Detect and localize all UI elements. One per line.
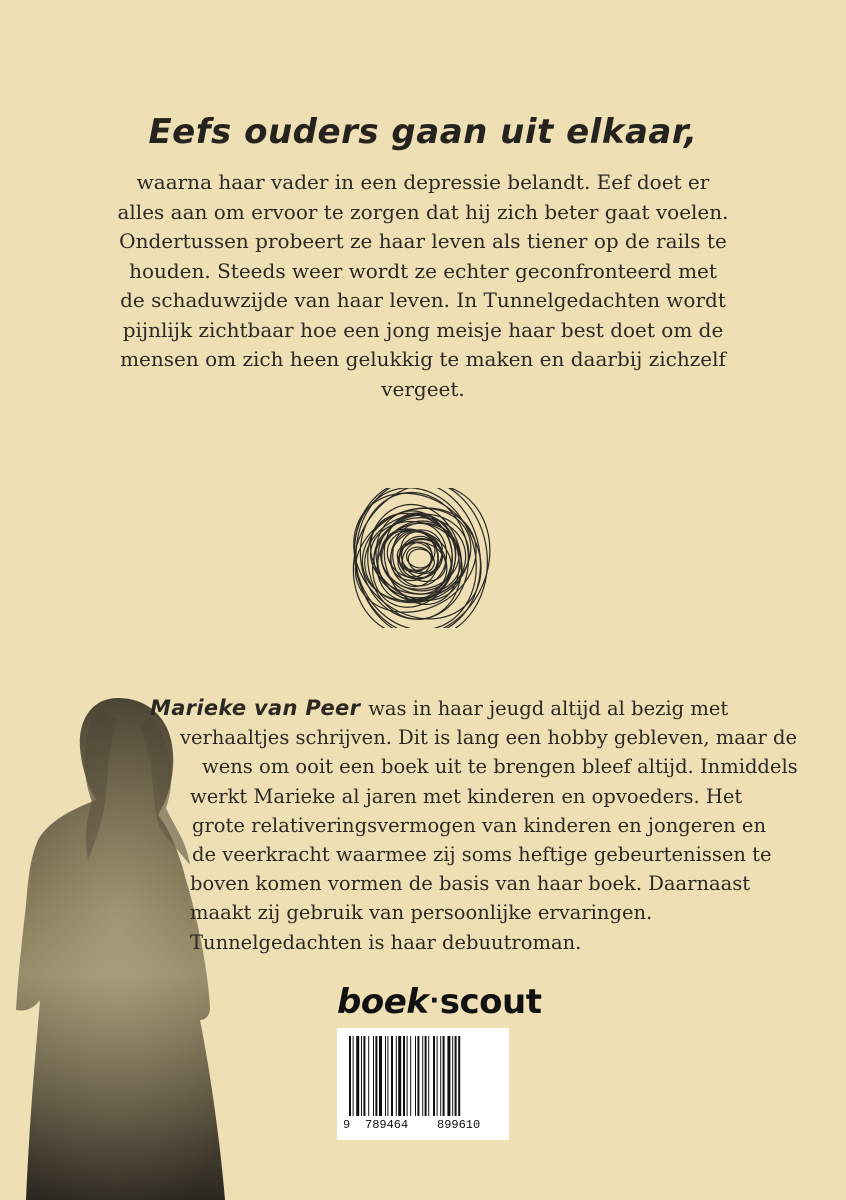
- publisher-logo-part1: boek: [337, 982, 429, 1022]
- bio-line: wens om ooit een boek uit te brengen bleef altijd. Inmiddels: [202, 755, 798, 779]
- barcode-bar: [440, 1036, 441, 1116]
- bio-first-line: [150, 694, 770, 723]
- blurb-line: pijnlijk zichtbaar hoe een jong meisje haar best doet om de: [122, 317, 724, 342]
- barcode-bar: [373, 1036, 374, 1116]
- barcode-bar: [379, 1036, 382, 1116]
- publisher-logo-dot: ·: [429, 986, 439, 1016]
- bio-line: Tunnelgedachten is haar debuutroman.: [190, 930, 582, 954]
- barcode-bar: [353, 1036, 354, 1116]
- barcode-bar: [349, 1036, 351, 1116]
- scribble-illustration: [335, 488, 501, 628]
- bio-line: werkt Marieke al jaren met kinderen en opvoeders. Het: [190, 784, 743, 808]
- blurb-line: de schaduwzijde van haar leven. In Tunnelgedachten wordt: [120, 288, 726, 312]
- barcode-bar: [356, 1036, 359, 1116]
- blurb-line: vergeet.: [381, 376, 465, 401]
- publisher-logo: [337, 982, 542, 1022]
- barcode-bar: [368, 1036, 369, 1116]
- bio-line: maakt zij gebruik van persoonlijke ervaringen.: [190, 901, 653, 925]
- barcode-bar: [425, 1036, 427, 1116]
- barcode-bar: [458, 1036, 460, 1116]
- author-bio: [150, 694, 798, 957]
- bio-line: de veerkracht waarmee zij soms heftige gebeurtenissen te: [192, 843, 772, 867]
- blurb-line: alles aan om ervoor te zorgen dat hij zich beter gaat voelen.: [117, 199, 729, 224]
- blurb-line: mensen om zich heen gelukkig te maken en daarbij zichzelf: [120, 347, 726, 371]
- publisher-logo-part2: scout: [439, 982, 542, 1022]
- blurb-line: waarna haar vader in een depressie belandt. Eef doet er: [136, 170, 710, 194]
- barcode-bar: [455, 1036, 457, 1116]
- barcode-bar: [433, 1036, 435, 1116]
- barcode-bar: [437, 1036, 438, 1116]
- barcode-bar: [443, 1036, 445, 1116]
- barcode-bar: [428, 1036, 429, 1116]
- barcode-bar: [361, 1036, 362, 1116]
- barcode-bar: [410, 1036, 411, 1116]
- barcode-bar: [387, 1036, 388, 1116]
- barcode-group-2: 899610: [437, 1118, 481, 1132]
- blurb-line: houden. Steeds weer wordt ze echter geconfronteerd met: [129, 258, 717, 283]
- barcode-bar: [391, 1036, 393, 1116]
- bio-line: was in haar jeugd altijd al bezig met: [368, 697, 729, 720]
- barcode-bar: [385, 1036, 386, 1116]
- barcode-bar: [422, 1036, 423, 1116]
- blurb-line: Ondertussen probeert ze haar leven als tiener op de rails te: [119, 229, 727, 253]
- blurb: [110, 168, 736, 404]
- barcode-group-1: 789464: [365, 1118, 409, 1132]
- bio-line: verhaaltjes schrijven. Dit is lang een hobby gebleven, maar de: [180, 726, 798, 750]
- barcode-bar: [398, 1036, 401, 1116]
- headline: Eefs ouders gaan uit elkaar,: [148, 112, 698, 152]
- bio-line: boven komen vormen de basis van haar boek. Daarnaast: [190, 872, 751, 896]
- barcode-bar: [403, 1036, 405, 1116]
- barcode-lead-digit: 9: [343, 1118, 351, 1132]
- barcode-bars: [337, 1028, 509, 1140]
- barcode-bar: [415, 1036, 416, 1116]
- barcode-bar: [447, 1036, 450, 1116]
- barcode-bar: [407, 1036, 408, 1116]
- barcode-bar: [363, 1036, 365, 1116]
- author-name: Marieke van Peer: [150, 696, 361, 720]
- barcode-bar: [396, 1036, 397, 1116]
- isbn-barcode: [337, 1028, 509, 1140]
- barcode-bar: [417, 1036, 419, 1116]
- bio-line: grote relativeringsvermogen van kinderen en jongeren en: [192, 813, 767, 837]
- barcode-bar: [452, 1036, 453, 1116]
- barcode-bar: [375, 1036, 377, 1116]
